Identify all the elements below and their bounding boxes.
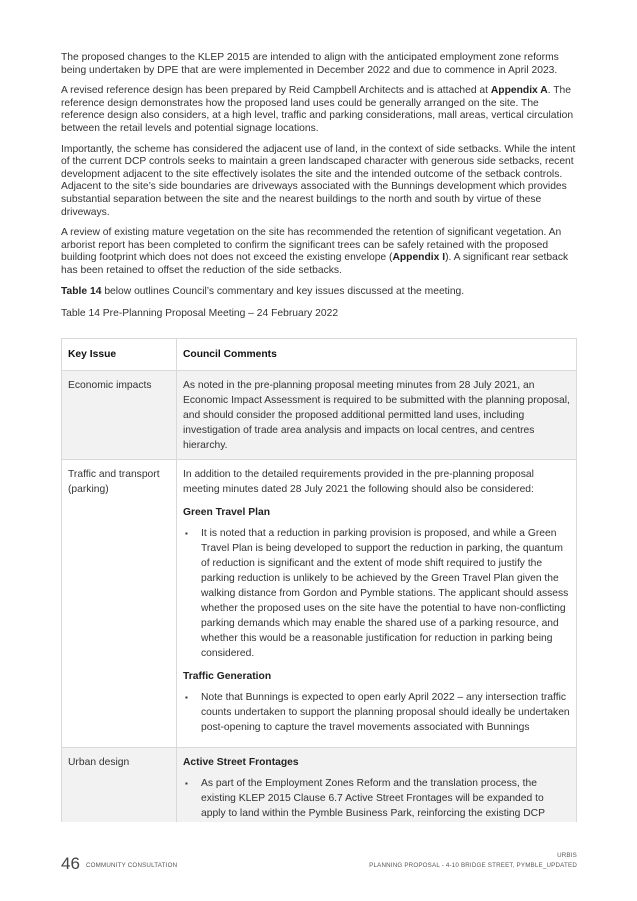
paragraph-klep-changes: The proposed changes to the KLEP 2015 are intended to align with the anticipated employment zone reforms being undertaken by DPE that are were implemented in December 2022 and due to commence in April 2023.	[61, 52, 559, 76]
header-key-issue: Key Issue	[62, 339, 177, 371]
paragraph-text: below outlines Council’s commentary and key issues discussed at the meeting.	[101, 285, 465, 297]
appendix-i-reference: Appendix I	[392, 252, 446, 264]
bullet-icon: ▪	[185, 693, 188, 702]
bullet-icon: ▪	[185, 529, 188, 538]
comment-intro: In addition to the detailed requirements provided in the pre-planning proposal meeting minutes dated 28 July 2021 the following should also be considered:	[183, 469, 534, 495]
list-item	[183, 690, 570, 735]
list-item-text: As part of the Employment Zones Reform and the translation process, the existing KLEP 2015 Clause 6.7 Active Street Frontages will be expanded to apply to land within the Pymble Business Park, reinforcing the existing DCP	[201, 778, 545, 819]
comment-cell: As noted in the pre-planning proposal meeting minutes from 28 July 2021, an Economic Impact Assessment is required to be submitted with the planning proposal, and should consider the proposed additional permitted land uses, including investigation of trade area analysis and impacts on local centres, and centres hierarchy.	[177, 371, 577, 460]
key-issue-cell: Economic impacts	[62, 371, 177, 460]
key-issue-cell: Traffic and transport (parking)	[62, 460, 177, 748]
paragraph-text: . The reference design demonstrates how the proposed land uses could be generally arranged on the site. The reference design also considers, at a high level, traffic and parking considerations, mall areas, vertical circulation between the retail levels and potential signage locations.	[61, 85, 574, 134]
page-content	[61, 52, 577, 331]
table-header-row	[62, 339, 577, 371]
bullet-icon: ▪	[185, 779, 188, 788]
table-row	[62, 748, 577, 823]
subheading-active-street-frontages: Active Street Frontages	[183, 757, 299, 768]
header-council-comments: Council Comments	[177, 339, 577, 371]
key-issue-cell: Urban design	[62, 748, 177, 823]
paragraph-text: A review of existing mature vegetation on the site has recommended the retention of significant vegetation. An arborist report has been completed to confirm the significant trees can be safely retained with the proposed building footprint which does not does not exceed the existing envelope (	[61, 227, 562, 264]
page-footer	[61, 850, 577, 876]
comment-cell	[177, 460, 577, 748]
paragraph-vegetation	[61, 227, 577, 277]
paragraph-text: ). A significant rear setback has been retained to offset the reduction of the side setbacks.	[61, 252, 569, 276]
paragraph-text: A revised reference design has been prepared by Reid Campbell Architects and is attached at	[61, 85, 491, 97]
list-item	[183, 776, 570, 821]
footer-document-title: PLANNING PROPOSAL - 4-10 BRIDGE STREET, PYMBLE_UPDATED	[369, 862, 577, 869]
paragraph-table-intro	[61, 286, 577, 299]
paragraph-side-setbacks: Importantly, the scheme has considered the adjacent use of land, in the context of side setbacks. While the intent of the current DCP controls seeks to maintain a green landscaped character with generous side setbacks, recent development adjacent to the site effectively isolates the site and the intended outcome of the setback controls. Adjacent to the site’s side boundaries are driveways associated with the Bunnings development which provides substantial separation between the site and the nearest buildings to the north and south by virtue of these driveways.	[61, 143, 576, 218]
list-item-text: Note that Bunnings is expected to open early April 2022 – any intersection traffic counts undertaken to support the planning proposal should ideally be undertaken post-opening to capture the travel movements associated with Bunnings	[201, 692, 570, 733]
paragraph-reference-design	[61, 85, 577, 135]
subheading-traffic-generation: Traffic Generation	[183, 671, 272, 682]
comment-cell	[177, 748, 577, 823]
table-caption: Table 14 Pre-Planning Proposal Meeting – 24 February 2022	[61, 308, 339, 320]
council-comments-table	[61, 338, 577, 822]
page-number: 46	[61, 854, 80, 873]
table-14-reference: Table 14	[61, 285, 102, 297]
footer-section-title: COMMUNITY CONSULTATION	[86, 862, 178, 869]
footer-brand: URBIS	[557, 852, 577, 859]
subheading-green-travel-plan: Green Travel Plan	[183, 507, 270, 518]
table-row	[62, 371, 577, 460]
table-row	[62, 460, 577, 748]
list-item	[183, 526, 570, 661]
table-container	[61, 338, 579, 822]
list-item-text: It is noted that a reduction in parking provision is proposed, and while a Green Travel Plan is being developed to support the reduction in parking, the quantum of reduction is significant and the extent of mode shift required to justify the parking reduction is unlikely to be achieved by the Green Travel Plan given the walking distance from Gordon and Pymble stations. The applicant should assess whether the proposed uses on the site have the potential to have non-conflicting parking demands which may enable the shared use of a parking resource, and whether this would be a reasonable justification for reduction in parking being considered.	[201, 528, 569, 659]
appendix-a-reference: Appendix A	[490, 85, 548, 97]
